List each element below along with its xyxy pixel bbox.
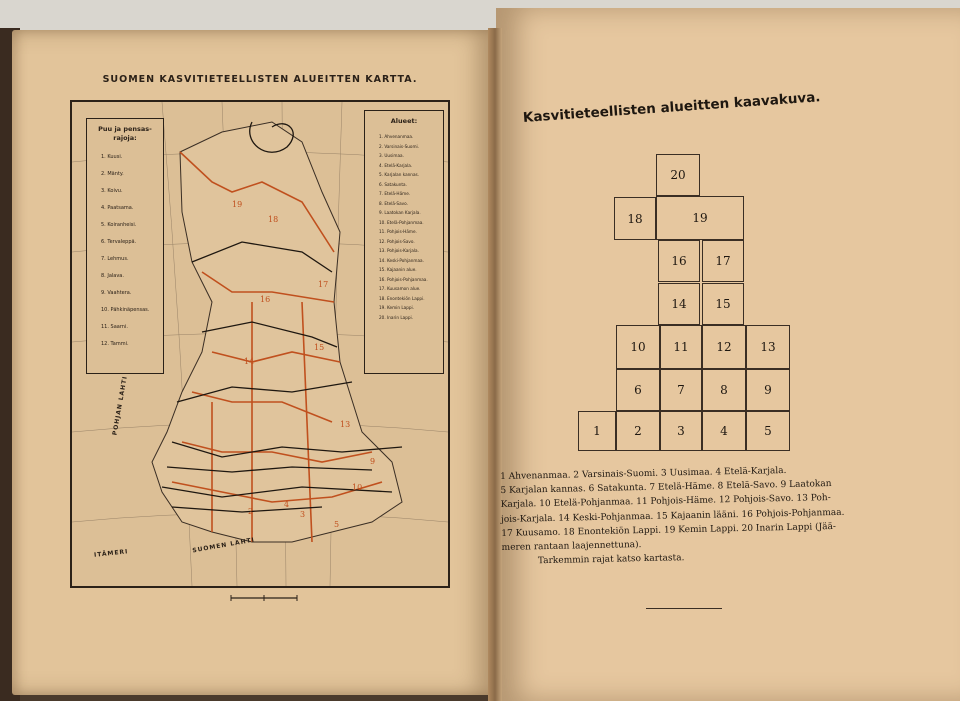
map-number: 9 (370, 457, 376, 466)
map-number: 13 (340, 420, 351, 429)
sea-label-suomenlahti: SUOMEN LAHTI (191, 536, 256, 555)
region-legend-item: 17. Kuusamon alue. (379, 286, 421, 291)
tree-limit-item: 8. Jalava. (101, 273, 124, 279)
scheme-cell: 19 (656, 196, 744, 240)
scheme-cell: 14 (658, 283, 700, 325)
region-legend-item: 15. Kajaanin alue. (379, 267, 417, 272)
region-legend-item: 2. Varsinais-Suomi. (379, 143, 420, 149)
region-legend-item: 5. Karjalan kannas. (379, 172, 420, 177)
sea-label-pohjanlahti: POHJAN LAHTI (111, 375, 129, 436)
caption-line: meren rantaan laajennettuna). (501, 540, 642, 553)
region-legend-item: 13. Pohjois-Karjala. (379, 248, 419, 253)
book-gutter (488, 28, 502, 701)
scheme-cell: 20 (656, 154, 700, 196)
sea-label-itameri: ITÄMERI (93, 548, 129, 559)
closing-rule (646, 608, 722, 609)
tree-limit-item: 10. Pähkinäpensas. (101, 307, 150, 313)
map-number: 10 (352, 483, 363, 492)
region-legend-item: 19. Kemin Lappi. (379, 305, 415, 310)
map-number: 17 (318, 280, 329, 289)
tree-limit-item: 12. Tammi. (101, 341, 129, 347)
region-legend-item: 16. Pohjois-Pohjanmaa. (379, 276, 428, 282)
tree-limit-item: 1. Kuusi. (101, 154, 123, 160)
caption-footnote: Tarkemmin rajat katso kartasta. (537, 553, 685, 567)
region-legend-item: 7. Etelä-Häme. (379, 191, 411, 196)
caption-line: Karjala. 10 Etelä-Pohjanmaa. 11 Pohjois-Häme. 12 Pohjois-Savo. 13 Poh- (500, 493, 831, 511)
map-number: 14 (244, 357, 255, 366)
region-legend-item: 10. Etelä-Pohjanmaa. (379, 219, 424, 225)
region-legend-item: 14. Keski-Pohjanmaa. (379, 257, 424, 263)
map-scale-bar (229, 594, 299, 602)
scheme-cell: 1 (578, 411, 616, 451)
map-number: 16 (260, 295, 271, 304)
tree-limit-item: 2. Mänty. (101, 171, 124, 177)
scheme-cell: 15 (702, 283, 744, 325)
tree-limit-item: 7. Lehmus. (101, 256, 129, 262)
scheme-title: Kasvitieteellisten alueitten kaavakuva. (522, 89, 821, 126)
scheme-cell: 7 (660, 369, 702, 411)
caption-line: 1 Ahvenanmaa. 2 Varsinais-Suomi. 3 Uusimaa. 4 Etelä-Karjala. (500, 466, 787, 482)
scheme-cell: 2 (616, 411, 660, 451)
scheme-cell: 12 (702, 325, 746, 369)
tree-limit-item: 4. Paatsama. (101, 205, 134, 211)
map-number: 18 (268, 215, 279, 224)
map-title: SUOMEN KASVITIETEELLISTEN ALUEITTEN KARTTA. (102, 74, 418, 85)
tree-limit-item: 3. Koivu. (101, 188, 123, 194)
caption-line: 5 Karjalan kannas. 6 Satakunta. 7 Etelä-Häme. 8 Etelä-Savo. 9 Laatokan (500, 479, 832, 497)
region-legend-item: 3. Uusimaa. (379, 153, 404, 158)
tree-limit-item: 9. Vaahtera. (101, 290, 132, 296)
scheme-cell: 18 (614, 197, 656, 240)
caption-line: 17 Kuusamo. 18 Enontekiön Lappi. 19 Kemin Lappi. 20 Inarin Lappi (Jää- (501, 521, 837, 539)
region-legend-item: 20. Inarin Lappi. (379, 314, 414, 320)
scheme-cell: 11 (660, 325, 702, 369)
scheme-cell: 6 (616, 369, 660, 411)
region-legend-item: 9. Laatokan Karjala. (379, 210, 421, 215)
map-number: 15 (314, 343, 325, 352)
scheme-cell: 16 (658, 240, 700, 282)
tree-limits-legend (86, 118, 164, 374)
region-legend-item: 4. Etelä-Karjala. (379, 162, 413, 168)
tree-limit-item: 6. Tervaleppä. (101, 239, 137, 245)
region-legend-item: 1. Ahvenanmaa. (379, 134, 414, 139)
scheme-cell: 8 (702, 369, 746, 411)
scheme-cell: 5 (746, 411, 790, 451)
caption-line: jois-Karjala. 14 Keski-Pohjanmaa. 15 Kajaanin lääni. 16 Pohjois-Pohjanmaa. (500, 507, 845, 525)
region-legend-item: 11. Pohjois-Häme. (379, 229, 417, 234)
scheme-cell: 17 (702, 240, 744, 282)
map-number: 19 (232, 200, 243, 209)
map-number: 4 (284, 500, 290, 509)
scheme-cell: 9 (746, 369, 790, 411)
legend-heading: Puu ja pensas-rajoja: (98, 125, 152, 142)
legend-heading: Alueet: (390, 117, 418, 125)
region-legend-item: 12. Pohjois-Savo. (379, 238, 415, 244)
map-number: 2 (248, 507, 254, 516)
finland-map (70, 100, 450, 588)
region-legend-item: 8. Etelä-Savo. (379, 200, 408, 206)
scheme-cell: 3 (660, 411, 702, 451)
regions-legend (364, 110, 444, 374)
map-number: 3 (300, 510, 306, 519)
scheme-caption (500, 462, 894, 570)
region-legend-item: 18. Enontekiön Lappi. (379, 295, 425, 301)
scheme-cell: 13 (746, 325, 790, 369)
tree-limit-item: 11. Saarni. (101, 324, 128, 330)
map-number: 5 (334, 520, 340, 529)
tree-limit-item: 5. Koiranheisi. (101, 222, 137, 228)
scheme-cell: 4 (702, 411, 746, 451)
region-legend-item: 6. Satakunta. (379, 181, 407, 187)
scheme-cell: 10 (616, 325, 660, 369)
